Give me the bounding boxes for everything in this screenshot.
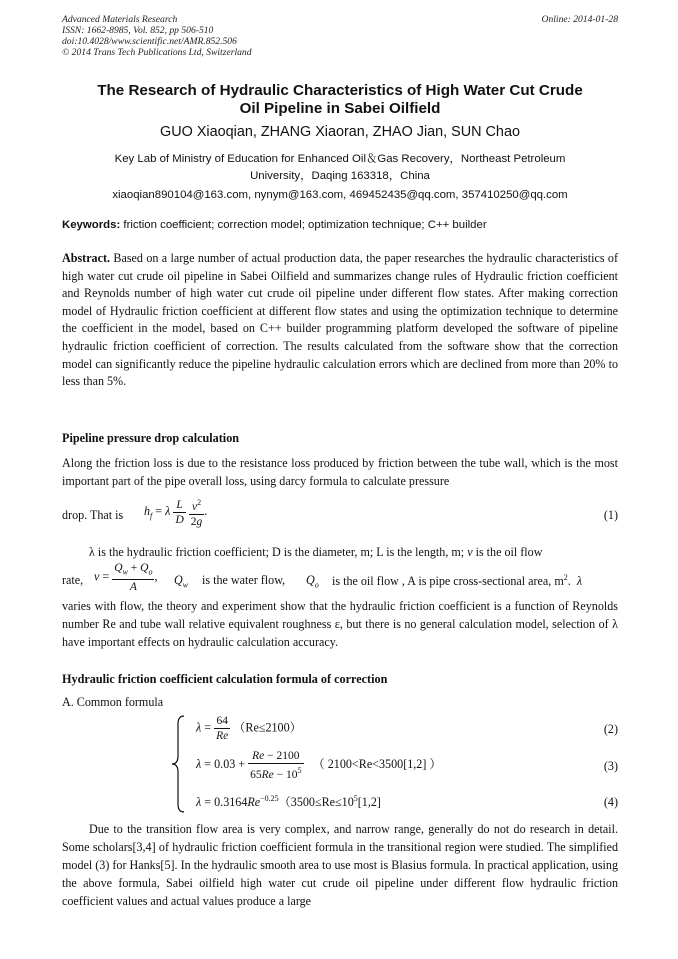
keywords-label: Keywords: xyxy=(62,219,121,231)
author-emails: xiaoqian890104@163.com, nynym@163.com, 469452435@qq.com, 357410250@qq.com xyxy=(112,189,568,201)
qo-description: is the oil flow , A is pipe cross-sectional area, $m^2$. λ xyxy=(332,573,583,589)
equation-3-number: (3) xyxy=(603,759,618,773)
paper-title xyxy=(70,82,610,118)
equation-1: $h_f = \lambda$ $\frac{L}{D}$ $\frac{v^2}{2g}$ . xyxy=(144,498,208,528)
qw-description: is the water flow, xyxy=(202,573,286,587)
equation-2: λ = $\frac{64}{Re}$ （Re≤2100） xyxy=(196,715,302,742)
velocity-definition-line xyxy=(62,561,618,601)
equation-3-condition: （ 2100<Re<3500[1,2] ） xyxy=(312,757,442,772)
affiliation xyxy=(78,151,602,185)
section1-paragraph-1: Along the friction loss is due to the resistance loss produced by friction between the tube wall, which is the most important part of the pipe overall loss, using darcy formula to calculate pressure xyxy=(62,456,618,488)
online-date: Online: 2014-01-28 xyxy=(541,14,618,25)
section2-paragraph: Due to the transition flow area is very complex, and narrow range, generally do not do research in detail. Some scholars[3,4] of hydraulic friction coefficient formula in the transitional region were studied. The simplified model (3) for Hanks[5]. In the hydraulic smooth area to use most is Blasius formula. In practical application, using the above formula, Sabei oilfield high water cut crude oil pipeline under different flow hydraulic friction coefficient values and actual values produce a large xyxy=(62,822,618,908)
title-line-1: The Research of Hydraulic Characteristics of High Water Cut Crude xyxy=(97,82,583,99)
journal-header xyxy=(62,14,618,58)
equation-1-line xyxy=(62,496,618,536)
rate-prefix: rate, xyxy=(62,573,84,587)
keywords-text: friction coefficient; correction model; optimization technique; C++ builder xyxy=(123,219,487,231)
equation-system-brace xyxy=(170,714,186,814)
qw-symbol: $Q_w$ xyxy=(174,573,189,590)
affiliation-line-2: University，Daqing 163318，China xyxy=(250,170,430,182)
abstract-label: Abstract. xyxy=(62,251,111,265)
subheading-common-formula: A. Common formula xyxy=(62,695,164,709)
velocity-equation: v = $\frac{Q_w + Q_o}{A}$ , xyxy=(94,562,158,594)
abstract xyxy=(62,250,618,391)
lambda-definition: λ is the hydraulic friction coefficient; D is the diameter, m; L is the length, m; xyxy=(89,545,465,559)
doi: doi:10.4028/www.scientific.net/AMR.852.506 xyxy=(62,36,237,47)
drop-prefix: drop. That is xyxy=(62,508,124,522)
section1-paragraph-2 xyxy=(62,543,618,561)
equation-2-number: (2) xyxy=(603,722,618,736)
equation-1-number: (1) xyxy=(603,508,618,522)
equation-4-condition: （$3500\le Re\le 10^5[1,2]$ xyxy=(278,793,381,809)
equation-4-number: (4) xyxy=(603,795,618,809)
affiliation-line-1: Key Lab of Ministry of Education for Enhanced Oil＆Gas Recovery，Northeast Petroleum xyxy=(114,153,566,165)
keywords xyxy=(62,219,618,231)
v-symbol: v xyxy=(467,545,473,559)
title-line-2: Oil Pipeline in Sabei Oilfield xyxy=(239,100,441,117)
equation-4: $\lambda = 0.3164Re^{-0.25}(3500\le Re\le 10^5[1,2]$ xyxy=(196,793,381,809)
authors: GUO Xiaoqian, ZHANG Xiaoran, ZHAO Jian, SUN Chao xyxy=(160,124,520,140)
section1-paragraph-3: varies with flow, the theory and experiment show that the hydraulic friction coefficient is a function of Reynolds number Re and tube wall relative equivalent roughness ε, but there is no general calculation model, selection of λ have important effects on hydraulic calculation accuracy. xyxy=(62,599,618,649)
oil-flow-text: is the oil flow xyxy=(475,545,543,559)
copyright: © 2014 Trans Tech Publications Ltd, Switzerland xyxy=(62,47,252,58)
issn: ISSN: 1662-8985, Vol. 852, pp 506-510 xyxy=(62,25,214,36)
abstract-text: Based on a large number of actual production data, the paper researches the hydraulic characteristics of high water cut crude oil pipeline in Sabei Oilfield and summarizes change rules of Hydraulic friction coefficient and Reynolds number of high water cut crude oil pipeline under different flow states. After making correction model of Hydraulic friction coefficient at different flow states and using the optimization technique to determine the coefficient in the model, based on C++ builder programming platform developed the software of pipeline hydraulic friction coefficient of correction. The results calculated from the software show that the correction model can significantly reduce the pipeline hydraulic calculation errors which are declined from more than 20% to less than 5%. xyxy=(62,251,618,389)
equation-2-condition: （Re≤2100） xyxy=(233,720,302,735)
qo-symbol: $Q_o$ xyxy=(306,573,319,590)
journal-name: Advanced Materials Research xyxy=(62,14,178,25)
section-heading-pressure-drop: Pipeline pressure drop calculation xyxy=(62,431,240,445)
section-heading-correction-formula: Hydraulic friction coefficient calculation formula of correction xyxy=(62,672,388,686)
equation-3: λ = 0.03 + $\frac{Re - 2100}{65Re - 10^5}$ （ 2100<Re<3500[1,2] ） xyxy=(196,750,442,781)
